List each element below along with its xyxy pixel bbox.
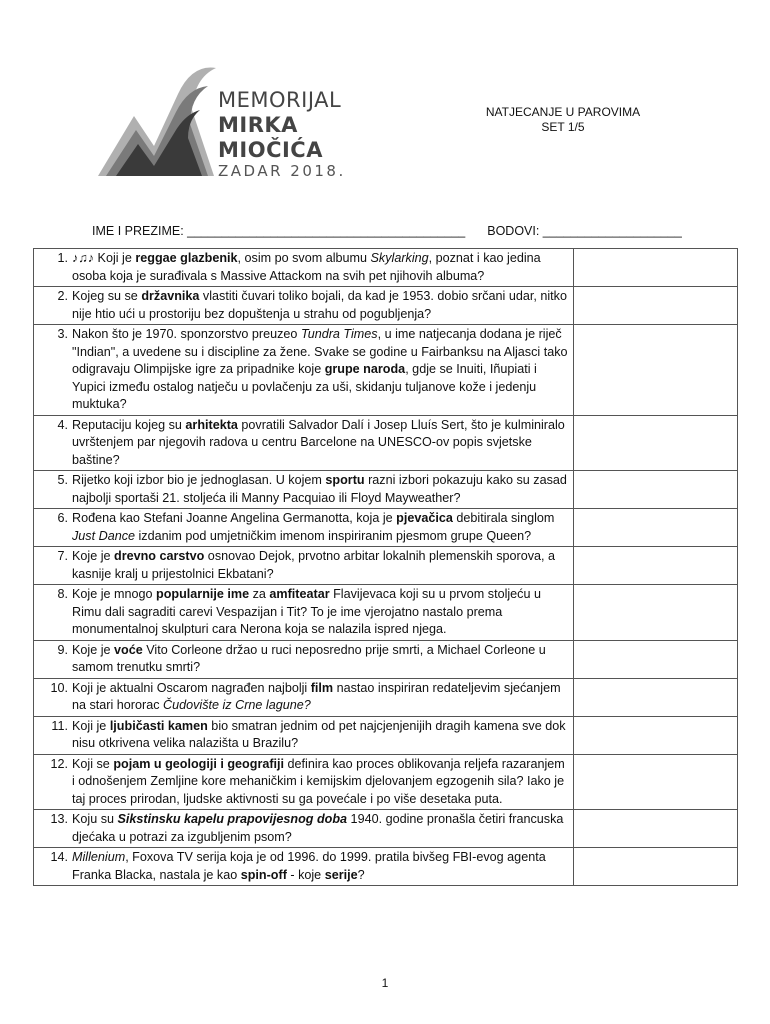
table-row — [34, 415, 738, 471]
logo-text-memorijal: MEMORIJAL — [218, 88, 342, 112]
question-number: 12. — [50, 756, 68, 771]
question-emphasis: sportu — [325, 473, 365, 487]
question-number: 5. — [57, 473, 68, 487]
answer-cell[interactable] — [574, 287, 738, 325]
form-line — [92, 224, 682, 238]
question-emphasis: spin-off — [240, 867, 287, 882]
question-cell — [34, 640, 574, 678]
question-fragment: , gdje se Inuiti, Iñupiati i Yupici između ostalog natječu u povlačenju za uši, skidanju tuljanove kože i jedenju muktuka? — [72, 362, 537, 411]
table-row — [34, 471, 738, 509]
answer-cell[interactable] — [574, 585, 738, 641]
question-number: 9. — [57, 642, 68, 657]
question-fragment: Nakon što je 1970. sponzorstvo preuzeo — [72, 327, 301, 341]
question-number: 2. — [57, 289, 68, 303]
question-fragment: , u ime natjecanja dodana je riječ "Indian", a uvedene su i discipline za žene. Svake se godine u Fairbanksu na Aljasci tako odigravaju Olimpijske igre za pripadnike koje — [72, 327, 568, 376]
question-emphasis: Just Dance — [72, 528, 135, 543]
question-cell — [34, 585, 574, 641]
question-number: 6. — [57, 511, 68, 525]
question-number: 1. — [57, 251, 68, 265]
question-emphasis: amfiteatar — [269, 587, 330, 601]
question-fragment: Koje je — [72, 549, 115, 563]
name-field[interactable]: IME I PREZIME: ________________________________________ — [92, 224, 466, 238]
table-row — [34, 249, 738, 287]
question-emphasis: Millenium — [72, 850, 126, 864]
question-emphasis: Tundra Times — [300, 327, 378, 341]
question-text — [72, 680, 571, 715]
answer-cell[interactable] — [574, 415, 738, 471]
question-fragment: izdanim pod umjetničkim imenom inspiriranim pjesmom grupe Queen? — [135, 528, 532, 543]
answer-cell[interactable] — [574, 509, 738, 547]
question-fragment: Koji se — [72, 756, 114, 771]
question-fragment: Flavijevaca koji su u prvom stoljeću u Rimu dali sagraditi carevi Vespazijan i Tit? To je ime vjerojatno nastalo prema monumentalnoj skulpturi cara Nerona koja se nalazila ispred njega. — [72, 587, 541, 636]
question-fragment: Kojeg su se — [72, 289, 142, 303]
question-fragment: vlastiti čuvari toliko bojali, da kad je 1953. dobio srčani udar, nitko nije htio ući u prostoriju bez dopuštenja u strahu od pogubljenja? — [72, 289, 567, 321]
table-row — [34, 640, 738, 678]
question-fragment: , poznat i kao jedina osoba koja je surađivala s Massive Attackom na svih pet njihovih albuma? — [72, 251, 541, 283]
question-fragment: nastao inspiriran redateljevim sjećanjem na stari hororac — [72, 680, 561, 712]
question-emphasis: grupe naroda — [324, 362, 406, 376]
answer-cell[interactable] — [574, 754, 738, 810]
question-text — [72, 472, 571, 507]
question-fragment: osnovao Dejok, prvotno arbitar lokalnih plemenskih sporova, a kasnije kralj u prijestolnici Ekbatani? — [72, 549, 556, 581]
table-row — [34, 754, 738, 810]
logo-text-miocica: MIOČIĆA — [218, 138, 323, 162]
table-row — [34, 585, 738, 641]
table-row — [34, 716, 738, 754]
question-text — [72, 417, 571, 470]
answer-cell[interactable] — [574, 848, 738, 886]
question-cell — [34, 678, 574, 716]
answer-cell[interactable] — [574, 249, 738, 287]
question-cell — [34, 509, 574, 547]
question-fragment: Rijetko koji izbor bio je jednoglasan. U kojem — [72, 473, 326, 487]
competition-title: NATJECANJE U PAROVIMA — [485, 105, 641, 119]
table-row — [34, 810, 738, 848]
question-cell — [34, 716, 574, 754]
question-fragment: za — [249, 587, 270, 601]
question-fragment: Vito Corleone držao u ruci neposredno prije smrti, a Michael Corleone u samom trenutku smrti? — [72, 642, 546, 674]
question-cell — [34, 249, 574, 287]
table-row — [34, 678, 738, 716]
question-text — [72, 642, 571, 677]
question-number: 3. — [57, 327, 68, 341]
question-number: 11. — [51, 718, 68, 733]
question-emphasis: Čudovište iz Crne lagune? — [163, 698, 311, 712]
questions-table — [33, 248, 738, 886]
points-field[interactable]: BODOVI: ____________________ — [487, 224, 682, 238]
answer-cell[interactable] — [574, 547, 738, 585]
answer-cell[interactable] — [574, 640, 738, 678]
question-fragment: Rođena kao Stefani Joanne Angelina Germanotta, koja je — [72, 511, 397, 525]
question-fragment: Reputaciju kojeg su — [72, 417, 186, 432]
question-emphasis: ljubičasti kamen — [109, 718, 208, 733]
wave-mountain-icon — [96, 58, 226, 186]
question-text — [72, 849, 571, 884]
question-cell — [34, 471, 574, 509]
question-fragment: Koje je — [72, 642, 115, 657]
answer-cell[interactable] — [574, 716, 738, 754]
question-emphasis: Skylarking — [370, 251, 429, 265]
question-emphasis: pojam u geologiji i geografiji — [113, 756, 285, 771]
question-cell — [34, 547, 574, 585]
question-fragment: Koji je aktualni Oscarom nagrađen najbolji — [72, 680, 311, 695]
question-cell — [34, 415, 574, 471]
question-text — [72, 756, 571, 809]
question-fragment: , Foxova TV serija koja je od 1996. do 1999. pratila bivšeg FBI-evog agenta Franka Blacka, nastala je kao — [72, 850, 546, 882]
competition-header — [478, 105, 648, 135]
question-text — [72, 811, 571, 846]
question-fragment: , osim po svom albumu — [237, 251, 371, 265]
question-number: 7. — [57, 549, 68, 563]
question-number: 8. — [57, 587, 68, 601]
question-cell — [34, 810, 574, 848]
question-emphasis: državnika — [141, 289, 200, 303]
question-fragment: - koje — [286, 867, 325, 882]
question-fragment: Koji je — [72, 718, 110, 733]
table-row — [34, 287, 738, 325]
table-row — [34, 509, 738, 547]
question-fragment: ♪♫♪ Koji je — [72, 251, 136, 265]
logo-text-mirka: MIRKA — [218, 113, 298, 137]
logo — [96, 58, 396, 186]
question-fragment: povratili Salvador Dalí i Josep Lluís Sert, što je kulminiralo uvrštenjem par njegovih radova u centru Barcelone na UNESCO-ov popis svjetske baštine? — [72, 417, 565, 467]
question-emphasis: drevno carstvo — [114, 549, 205, 563]
question-fragment: bio smatran jednim od pet najcjenjenijih dragih kamena sve dok nisu otkrivena velika nalazišta u Brazilu? — [72, 718, 566, 750]
question-emphasis: reggae glazbenik — [135, 251, 238, 265]
question-cell — [34, 754, 574, 810]
question-fragment: 1940. godine pronašla četiri francuska djećaka u potrazi za izgubljenim psom? — [72, 812, 564, 844]
question-cell — [34, 848, 574, 886]
question-fragment: Koju su — [72, 812, 118, 826]
question-text — [72, 586, 571, 639]
answer-cell[interactable] — [574, 810, 738, 848]
question-text — [72, 510, 571, 545]
question-emphasis: voće — [114, 642, 143, 657]
question-fragment: razni izbori pokazuju kako su zasad najbolji sportaši 21. stoljeća ili Manny Pacquiao ili Floyd Mayweather? — [72, 473, 567, 505]
question-emphasis: film — [310, 680, 334, 695]
question-text — [72, 288, 571, 323]
question-emphasis: arhitekta — [185, 417, 238, 432]
question-text — [72, 326, 571, 414]
answer-cell[interactable] — [574, 471, 738, 509]
question-number: 14. — [50, 850, 68, 864]
answer-cell[interactable] — [574, 678, 738, 716]
question-fragment: debitirala singlom — [452, 511, 555, 525]
question-number: 10. — [50, 680, 68, 695]
question-text — [72, 718, 571, 753]
question-number: 4. — [57, 417, 68, 432]
logo-text-zadar: ZADAR 2018. — [218, 162, 346, 180]
question-text — [72, 250, 571, 285]
answer-cell[interactable] — [574, 325, 738, 416]
question-cell — [34, 325, 574, 416]
table-row — [34, 848, 738, 886]
question-fragment: Koje je mnogo — [72, 587, 157, 601]
question-cell — [34, 287, 574, 325]
question-emphasis: popularnije ime — [156, 587, 250, 601]
question-emphasis: pjevačica — [396, 511, 453, 525]
question-emphasis: serije — [324, 867, 358, 882]
question-text — [72, 548, 571, 583]
table-row — [34, 547, 738, 585]
table-row — [34, 325, 738, 416]
set-label: SET 1/5 — [541, 120, 585, 134]
question-number: 13. — [50, 812, 68, 826]
question-fragment: ? — [357, 867, 365, 882]
question-emphasis: Sikstinsku kapelu prapovijesnog doba — [117, 812, 348, 826]
question-fragment: definira kao proces oblikovanja reljefa razaranjem i odnošenjem Zemljine kore mehaničkim i kemijskim djelovanjem egzogenih sila? Iako je taj proces prirodan, ljudske aktivnosti su ga povećale i po više desetaka puta. — [72, 756, 565, 806]
page-number: 1 — [381, 976, 389, 990]
